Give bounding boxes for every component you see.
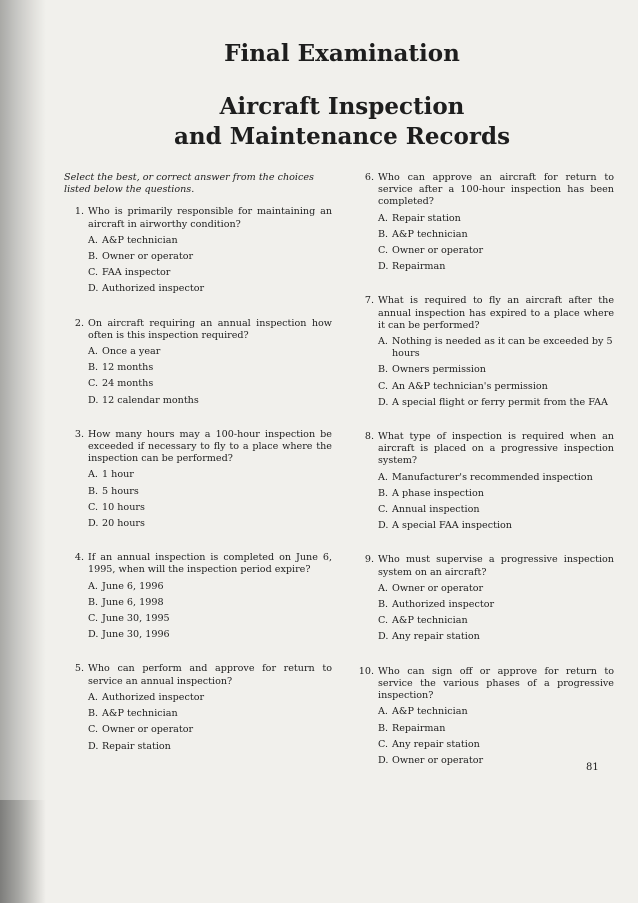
answer-option bbox=[62, 486, 332, 498]
question-item bbox=[62, 206, 332, 295]
option-letter: B. bbox=[378, 487, 389, 499]
question-number: 3. bbox=[74, 428, 84, 440]
answer-option bbox=[62, 346, 332, 358]
option-letter: A. bbox=[378, 706, 388, 718]
question-stem bbox=[352, 431, 614, 468]
answer-option bbox=[352, 706, 614, 718]
answer-option bbox=[62, 395, 332, 407]
subtitle-line-1: Aircraft Inspection bbox=[219, 93, 465, 120]
question-stem bbox=[62, 552, 332, 576]
question-text: If an annual inspection is completed on June 6, 1995, when will the inspection period expire? bbox=[88, 552, 332, 576]
option-letter: D. bbox=[378, 261, 389, 273]
question-number: 6. bbox=[364, 172, 374, 183]
answer-option bbox=[62, 502, 332, 514]
answer-option bbox=[352, 599, 614, 611]
option-letter: A. bbox=[88, 234, 98, 246]
option-text: Owner or operator bbox=[392, 582, 484, 594]
option-text: 12 months bbox=[102, 362, 154, 374]
option-text: A&P technician bbox=[392, 706, 468, 718]
question-text: Who is primarily responsible for maintaining an aircraft in airworthy condition? bbox=[88, 206, 332, 230]
option-text: 24 months bbox=[102, 378, 154, 390]
option-letter: C. bbox=[88, 378, 99, 390]
option-text: Any repair station bbox=[392, 631, 480, 643]
answer-option bbox=[352, 615, 614, 627]
option-letter: D. bbox=[88, 740, 99, 752]
answer-option bbox=[352, 631, 614, 643]
option-text: Owners permission bbox=[392, 364, 486, 376]
option-letter: D. bbox=[378, 396, 389, 408]
question-item bbox=[352, 554, 614, 643]
question-text: Who must supervise a progressive inspection system on an aircraft? bbox=[378, 554, 614, 578]
question-text: Who can sign off or approve for return to service the various phases of a progressive inspection? bbox=[378, 665, 614, 702]
option-text: Manufacturer's recommended inspection bbox=[392, 471, 593, 483]
answer-option bbox=[352, 364, 614, 376]
question-stem bbox=[62, 318, 332, 342]
answer-option bbox=[352, 504, 614, 516]
option-letter: D. bbox=[88, 283, 99, 295]
option-letter: A. bbox=[88, 469, 98, 481]
question-stem bbox=[352, 295, 614, 332]
question-item bbox=[62, 663, 332, 752]
answer-option bbox=[352, 520, 614, 532]
option-text: A&P technician bbox=[102, 234, 178, 246]
answer-option bbox=[62, 251, 332, 263]
option-letter: B. bbox=[88, 708, 99, 720]
question-text: Who can approve an aircraft for return to service after a 100-hour inspection has been completed? bbox=[378, 172, 614, 208]
question-item bbox=[62, 318, 332, 407]
option-letter: C. bbox=[88, 501, 99, 513]
answer-option bbox=[62, 283, 332, 295]
question-number: 8. bbox=[364, 431, 374, 443]
question-number: 2. bbox=[74, 317, 84, 329]
option-letter: A. bbox=[378, 582, 388, 594]
answer-option bbox=[352, 472, 614, 484]
question-item bbox=[62, 429, 332, 530]
question-stem bbox=[62, 663, 332, 687]
subtitle-line-2: and Maintenance Records bbox=[173, 123, 511, 150]
option-letter: D. bbox=[88, 629, 99, 641]
question-stem bbox=[62, 429, 332, 466]
option-letter: D. bbox=[378, 631, 389, 643]
option-letter: A. bbox=[88, 691, 98, 703]
answer-option bbox=[352, 488, 614, 500]
answer-option bbox=[352, 381, 614, 393]
option-letter: B. bbox=[378, 364, 389, 376]
answer-option bbox=[62, 629, 332, 641]
question-stem bbox=[352, 666, 614, 703]
option-letter: A. bbox=[378, 471, 388, 483]
option-text: FAA inspector bbox=[102, 267, 171, 279]
answer-option bbox=[62, 235, 332, 247]
option-letter: B. bbox=[378, 228, 389, 240]
option-text: A&P technician bbox=[392, 228, 468, 240]
option-letter: C. bbox=[378, 615, 389, 627]
answer-option bbox=[62, 362, 332, 374]
answer-option bbox=[352, 261, 614, 273]
option-text: Any repair station bbox=[392, 738, 480, 750]
question-item bbox=[352, 666, 614, 767]
answer-option bbox=[352, 229, 614, 241]
question-item bbox=[352, 172, 614, 273]
question-number: 7. bbox=[364, 295, 374, 307]
answer-option bbox=[352, 213, 614, 225]
option-text: 10 hours bbox=[102, 501, 145, 513]
page-number: 81 bbox=[586, 762, 599, 773]
option-text: June 30, 1996 bbox=[102, 629, 170, 641]
question-number: 9. bbox=[364, 554, 374, 566]
option-text: Authorized inspector bbox=[392, 599, 495, 611]
answer-option bbox=[352, 336, 614, 360]
option-text: Owner or operator bbox=[102, 251, 194, 263]
option-letter: D. bbox=[378, 754, 389, 766]
option-text: Nothing is needed as it can be exceeded by 5 hours bbox=[392, 336, 613, 360]
option-text: An A&P technician's permission bbox=[392, 380, 548, 392]
option-text: A special flight or ferry permit from the FAA bbox=[392, 396, 608, 408]
answer-option bbox=[62, 581, 332, 593]
option-letter: B. bbox=[88, 596, 99, 608]
option-letter: D. bbox=[88, 518, 99, 530]
exam-subtitle bbox=[46, 92, 638, 152]
answer-option bbox=[352, 755, 614, 767]
question-stem bbox=[352, 172, 614, 209]
option-text: A special FAA inspection bbox=[392, 520, 512, 532]
option-text: A&P technician bbox=[392, 615, 468, 627]
option-letter: A. bbox=[88, 580, 98, 592]
answer-option bbox=[352, 245, 614, 257]
answer-option bbox=[62, 597, 332, 609]
option-letter: B. bbox=[88, 362, 99, 374]
option-text: 12 calendar months bbox=[102, 394, 199, 406]
question-item bbox=[352, 295, 614, 409]
option-text: Annual inspection bbox=[392, 504, 480, 516]
left-question-list bbox=[62, 206, 332, 752]
option-letter: C. bbox=[88, 613, 99, 625]
option-letter: A. bbox=[378, 336, 388, 348]
question-item bbox=[352, 431, 614, 532]
option-letter: B. bbox=[88, 251, 99, 263]
question-item bbox=[62, 552, 332, 641]
option-letter: B. bbox=[378, 722, 389, 734]
option-text: Owner or operator bbox=[102, 724, 194, 736]
question-stem bbox=[62, 206, 332, 230]
option-text: Once a year bbox=[102, 346, 161, 358]
answer-option bbox=[62, 378, 332, 390]
binding-shadow bbox=[0, 0, 46, 903]
option-text: Repairman bbox=[392, 261, 446, 273]
answer-option bbox=[62, 692, 332, 704]
option-text: Authorized inspector bbox=[102, 691, 205, 703]
answer-option bbox=[62, 267, 332, 279]
option-text: A phase inspection bbox=[392, 487, 484, 499]
option-text: Repair station bbox=[102, 740, 171, 752]
exam-title: Final Examination bbox=[224, 40, 460, 67]
answer-option bbox=[352, 397, 614, 409]
answer-option bbox=[352, 739, 614, 751]
right-column bbox=[352, 172, 614, 789]
question-number: 4. bbox=[74, 552, 84, 564]
option-letter: A. bbox=[378, 212, 388, 224]
question-number: 1. bbox=[74, 206, 84, 218]
answer-option bbox=[62, 708, 332, 720]
answer-option bbox=[352, 583, 614, 595]
option-letter: D. bbox=[378, 520, 389, 532]
question-text: How many hours may a 100-hour inspection be exceeded if necessary to fly to a place where the inspection can be performed? bbox=[88, 428, 332, 465]
option-text: 20 hours bbox=[102, 518, 145, 530]
option-text: 1 hour bbox=[102, 469, 134, 481]
option-letter: C. bbox=[88, 267, 99, 279]
question-text: What type of inspection is required when an aircraft is placed on a progressive inspection system? bbox=[378, 431, 614, 467]
question-text: What is required to fly an aircraft after the annual inspection has expired to a place where it can be performed? bbox=[378, 295, 614, 331]
option-text: Repair station bbox=[392, 212, 461, 224]
option-letter: B. bbox=[88, 485, 99, 497]
question-text: On aircraft requiring an annual inspection how often is this inspection required? bbox=[88, 317, 332, 341]
question-number: 10. bbox=[358, 665, 374, 677]
option-letter: C. bbox=[378, 245, 389, 257]
option-text: Authorized inspector bbox=[102, 283, 205, 295]
option-text: 5 hours bbox=[102, 485, 139, 497]
option-letter: C. bbox=[378, 504, 389, 516]
question-text: Who can perform and approve for return to service an annual inspection? bbox=[88, 663, 332, 687]
option-text: Repairman bbox=[392, 722, 446, 734]
instructions: Select the best, or correct answer from the choices listed below the questions. bbox=[64, 172, 314, 196]
answer-option bbox=[62, 724, 332, 736]
answer-option bbox=[62, 518, 332, 530]
option-text: Owner or operator bbox=[392, 754, 484, 766]
option-text: Owner or operator bbox=[392, 245, 484, 257]
left-column bbox=[62, 172, 332, 775]
answer-option bbox=[352, 723, 614, 735]
option-text: June 6, 1996 bbox=[102, 580, 164, 592]
answer-option bbox=[62, 469, 332, 481]
option-text: June 6, 1998 bbox=[102, 596, 164, 608]
option-text: June 30, 1995 bbox=[102, 613, 170, 625]
answer-option bbox=[62, 613, 332, 625]
answer-option bbox=[62, 741, 332, 753]
option-letter: A. bbox=[88, 346, 98, 358]
option-letter: C. bbox=[378, 738, 389, 750]
question-stem bbox=[352, 554, 614, 578]
option-letter: C. bbox=[88, 724, 99, 736]
option-letter: C. bbox=[378, 380, 389, 392]
question-number: 5. bbox=[74, 663, 84, 675]
option-letter: D. bbox=[88, 394, 99, 406]
option-letter: B. bbox=[378, 599, 389, 611]
right-question-list bbox=[352, 172, 614, 767]
option-text: A&P technician bbox=[102, 708, 178, 720]
binding-shadow-bottom bbox=[0, 800, 46, 903]
